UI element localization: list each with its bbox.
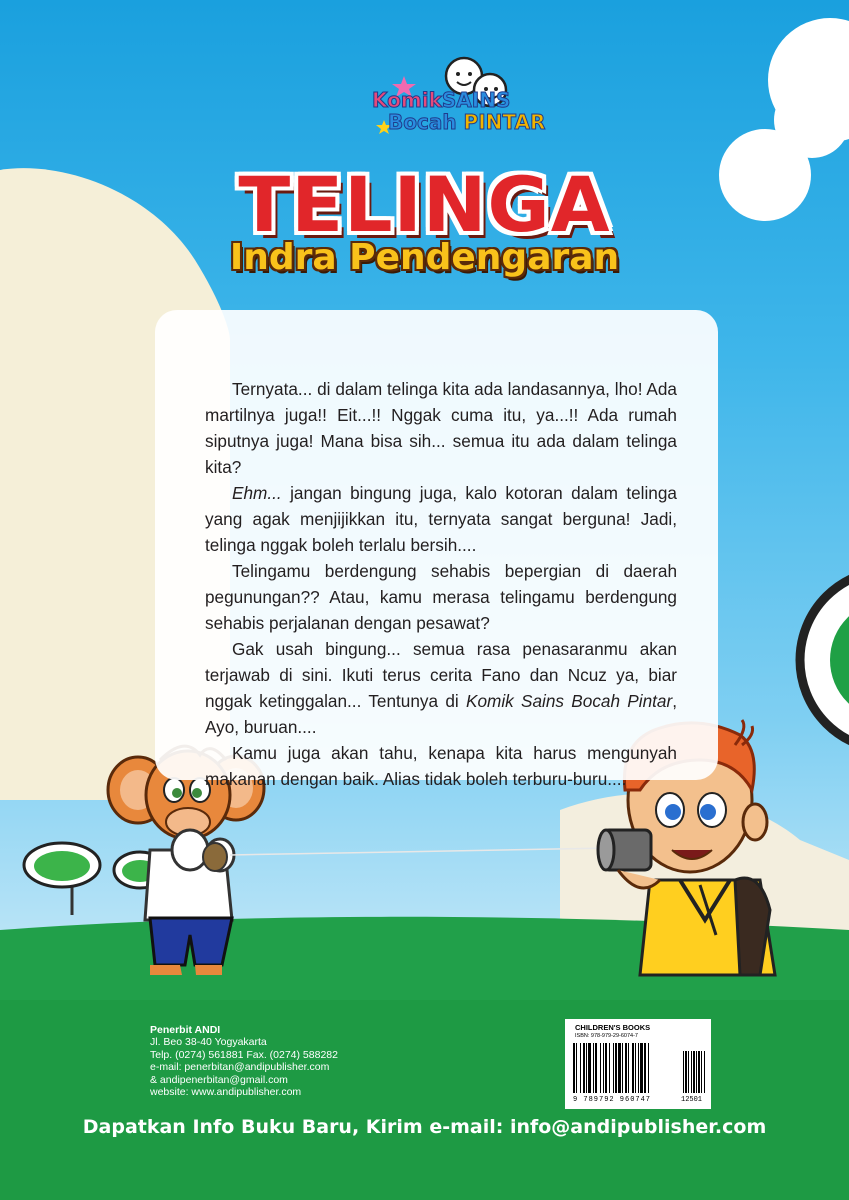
book-title: TELINGA	[238, 160, 611, 249]
barcode-bars	[571, 1043, 707, 1095]
publisher-phone: Telp. (0274) 561881 Fax. (0274) 588282	[150, 1048, 338, 1061]
barcode-bar	[644, 1043, 646, 1093]
blurb-paragraph: Kamu juga akan tahu, kenapa kita harus mengunyah makanan dengan baik. Alias tidak boleh terburu-buru....	[205, 743, 677, 789]
publisher-name: Penerbit ANDI	[150, 1024, 221, 1036]
logo-line-2: Bocah PINTAR	[388, 110, 546, 134]
barcode-isbn: ISBN: 978-979-29-6074-7	[575, 1033, 638, 1039]
barcode-bar	[586, 1043, 587, 1093]
publisher-info	[150, 1024, 338, 1098]
grass-shade	[0, 1000, 849, 1200]
book-subtitle: Indra Pendengaran	[229, 237, 620, 278]
barcode-bar	[605, 1043, 607, 1093]
blurb-paragraph: Ehm... jangan bingung juga, kalo kotoran dalam telinga yang agak menjijikkan itu, ternyata sangat berguna! Jadi, telinga nggak boleh terlalu bersih....	[205, 483, 677, 555]
barcode-bar	[618, 1043, 621, 1093]
barcode-bar	[628, 1043, 629, 1093]
can-telephone-string	[230, 848, 610, 855]
publisher-address: Jl. Beo 38-40 Yogyakarta	[150, 1036, 267, 1049]
barcode-bar	[593, 1043, 594, 1093]
publisher-email: e-mail: penerbitan@andipublisher.com	[150, 1061, 330, 1074]
barcode-bar	[638, 1043, 639, 1093]
barcode-addon-bar	[698, 1051, 700, 1093]
barcode-bar	[613, 1043, 614, 1093]
promo-line: Dapatkan Info Buku Baru, Kirim e-mail: info@andipublisher.com	[82, 1116, 767, 1138]
barcode-addon-bar	[683, 1051, 684, 1093]
barcode-addon-bar	[696, 1051, 697, 1093]
blurb-text	[205, 376, 677, 792]
barcode-addon-bar	[685, 1051, 687, 1093]
barcode-addon-bar	[701, 1051, 702, 1093]
barcode-addon-bar	[691, 1051, 692, 1093]
barcode-addon-bar	[704, 1051, 705, 1093]
barcode-bar	[588, 1043, 591, 1093]
logo-line-1: KomikSAINS	[372, 88, 511, 112]
barcode-bar	[609, 1043, 610, 1093]
barcode-addon: 12501	[681, 1096, 703, 1104]
barcode-bar	[603, 1043, 604, 1093]
barcode-bar	[622, 1043, 623, 1093]
barcode-bar	[635, 1043, 636, 1093]
publisher-email-alt: & andipenerbitan@gmail.com	[150, 1073, 288, 1086]
barcode-bar	[595, 1043, 597, 1093]
blurb-paragraph: Telingamu berdengung sehabis bepergian di daerah pegunungan?? Atau, kamu merasa telingamu berdengung sehabis perjalanan dengan pesawat?	[205, 561, 677, 633]
tree	[34, 851, 90, 881]
barcode-bar	[648, 1043, 649, 1093]
barcode-addon-bar	[693, 1051, 695, 1093]
barcode-bar	[573, 1043, 575, 1093]
isbn-barcode	[565, 1019, 711, 1109]
barcode-bar	[580, 1043, 581, 1093]
barcode-bar	[640, 1043, 643, 1093]
barcode-bar	[625, 1043, 627, 1093]
barcode-bar	[600, 1043, 601, 1093]
barcode-bar	[576, 1043, 577, 1093]
barcode-bar	[583, 1043, 585, 1093]
blurb-paragraph: Gak usah bingung... semua rasa penasaranmu akan terjawab di sini. Ikuti terus cerita Fano dan Ncuz ya, biar nggak ketinggalan... Tentunya di Komik Sains Bocah Pintar, Ayo, buruan....	[205, 639, 677, 737]
blurb-paragraph: Ternyata... di dalam telinga kita ada landasannya, lho! Ada martilnya juga!! Eit...!! Nggak cuma itu, ya...!! Ada rumah siputnya juga! Mana bisa sih... semua itu ada dalam telinga kita?	[205, 379, 677, 477]
cloud	[774, 82, 849, 158]
barcode-bar	[615, 1043, 617, 1093]
barcode-bar	[632, 1043, 634, 1093]
barcode-category: CHILDREN'S BOOKS	[575, 1023, 651, 1032]
series-logo	[360, 52, 546, 142]
publisher-website: website: www.andipublisher.com	[150, 1086, 302, 1099]
barcode-number: 9 789792 960747	[573, 1096, 652, 1104]
barcode-addon-bar	[688, 1051, 689, 1093]
